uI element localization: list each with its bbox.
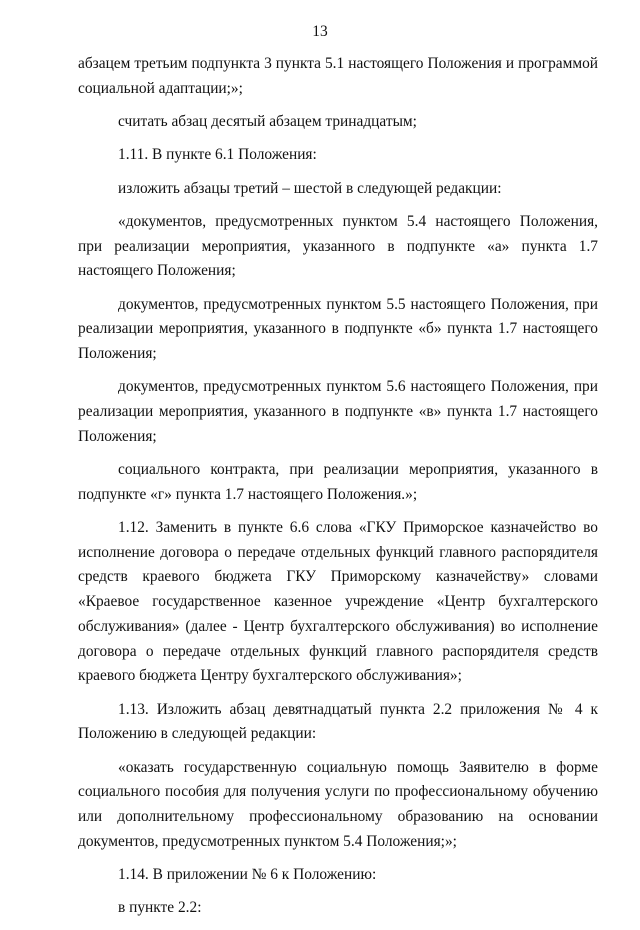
- paragraph-continuation: абзацем третьим подпункта 3 пункта 5.1 настоящего Положения и программой социальной адаптации;»;: [78, 55, 598, 97]
- paragraph-1-13: 1.13. Изложить абзац девятнадцатый пункта 2.2 приложения № 4 к Положению в следующей редакции:: [78, 700, 598, 743]
- document-body: [78, 52, 598, 930]
- paragraph-renumber-abzac: считать абзац десятый абзацем тринадцатым;: [118, 113, 417, 130]
- paragraph-item-a: «документов, предусмотренных пунктом 5.4 настоящего Положения, при реализации мероприятия, указанного в подпункте «а» пункта 1.7 настоящего Положения;: [78, 212, 598, 280]
- paragraph-item-g: социального контракта, при реализации мероприятия, указанного в подпункте «г» пункта 1.7 настоящего Положения.»;: [78, 461, 598, 503]
- paragraph-point-2-2: в пункте 2.2:: [118, 899, 202, 917]
- paragraph-new-edition-intro: изложить абзацы третий – шестой в следующей редакции:: [118, 179, 502, 197]
- paragraph-1-14: 1.14. В приложении № 6 к Положению:: [118, 865, 377, 883]
- paragraph-1-12: 1.12. Заменить в пункте 6.6 слова «ГКУ Приморское казначейство во исполнение договора о передаче отдельных функций главного распорядителя средств краевого бюджета ГКУ Приморскому казначейству» словами «Краевое государственное казенное учреждение «Центр бухгалтерского обслуживания» (далее - Центр бухгалтерского обслуживания) во исполнение договора о передаче отдельных функций главного распорядителя средств краевого бюджета Центру бухгалтерского обслуживания»;: [78, 519, 598, 685]
- paragraph-item-b: документов, предусмотренных пунктом 5.5 настоящего Положения, при реализации мероприятия, указанного в подпункте «б» пункта 1.7 настоящего Положения;: [78, 295, 598, 362]
- paragraph-1-11: 1.11. В пункте 6.1 Положения:: [118, 146, 317, 164]
- page-number: 13: [312, 23, 328, 40]
- paragraph-item-v: документов, предусмотренных пунктом 5.6 настоящего Положения, при реализации мероприятия, указанного в подпункте «в» пункта 1.7 настоящего Положения;: [78, 378, 598, 445]
- paragraph-quoted-edition: «оказать государственную социальную помощь Заявителю в форме социального пособия для получения услуги по профессиональному обучению или дополнительному профессиональному образованию на основании документов, предусмотренных пунктом 5.4 Положения;»;: [78, 758, 598, 850]
